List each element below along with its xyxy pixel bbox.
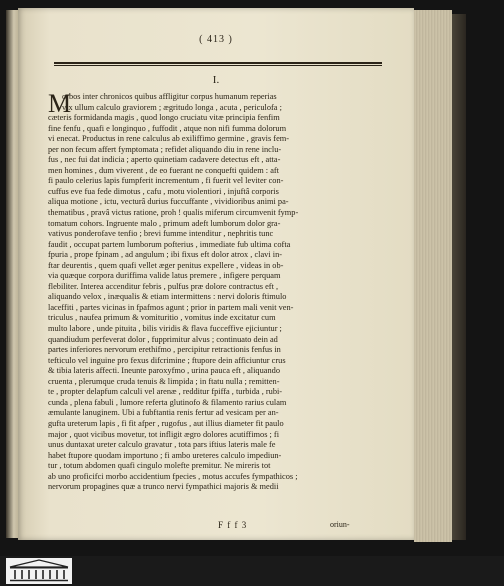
header-rule — [54, 62, 382, 64]
text-line: cunda , plena fabuli , lumore referta glutinofo & filamento rarius culam — [48, 397, 287, 407]
drop-cap: M — [48, 89, 72, 118]
text-line: ftar deurentis , quem quafi vellet æger penitus expellere , videas in ob- — [48, 260, 284, 270]
text-line: faudit , occupat partem lumborum pofterius , immediate fub ultima cofta — [48, 239, 291, 249]
text-line: fi paulo celerius lapis fumpferit incrementum , fi fuerit vel leviter con- — [48, 176, 284, 186]
book-cover-edge — [452, 14, 466, 540]
text-line: cuffus eve fua fede dimotus , cafu , motu violentiori , injuftâ corporis — [48, 186, 279, 196]
text-line: men homines , dum viverent , de eo fuerant ne conquefti quidem : aft — [48, 165, 280, 175]
text-line: via quæque corpora duriffima valide latus premere , infigere perquam — [48, 271, 281, 281]
text-line: æmulante lanuginem. Ubi a fubftantia renis fertur ad vesicam per an- — [48, 408, 279, 418]
text-line: nervorum propagines quæ a trunco nervi fympathici majoris & medii — [48, 482, 279, 492]
page-number: ( 413 ) — [199, 34, 233, 45]
section-number: I. — [212, 74, 220, 86]
signature-mark: F f f 3 — [218, 520, 248, 530]
text-line: tomatum cohors. Ingruente malo , primum adeft lumborum dolor gra- — [48, 218, 281, 228]
text-line: habet ftupore quodam importuno ; fi ambo ureteres calculo impediun- — [48, 450, 282, 460]
text-line: flebiliter. Interea accenditur febris , pulfus præ dolore contractus eft , — [48, 281, 279, 291]
text-line: laceffiti , partes vicinas in fpafmos agunt ; prior in partem mali venit ven- — [48, 302, 294, 312]
text-line: ab uno proficifci morbo accidentium fpecies , motus accufes fympathicos ; — [48, 471, 298, 481]
text-line: cruenta , plerumque cruda tenuis & limpida ; in ftatu nulla ; remitten- — [48, 376, 280, 386]
viewer-bottom-bar — [0, 556, 504, 586]
text-line: aliqua motione , ictu, vecturâ durius fuccuffante , vividioribus animi pa- — [48, 197, 289, 207]
text-line: triculus , naufea primum & vomituritio , vomitus inde excitatur cum — [48, 313, 276, 323]
text-line: multo labore , unde pituita , bilis viridis & flava fucceffive ejiciuntur ; — [48, 324, 282, 334]
text-line: tur , totum abdomen quafi cingulo molefte premitur. Ne mireris tot — [48, 461, 271, 471]
text-line: gufta ureterum lapis , fi fit afper , rugofus , aut illius diameter fit paulo — [48, 418, 284, 428]
text-line: fus , nec fui dat indicia ; aperto quinetiam cadavere detectus eft , atta- — [48, 155, 281, 165]
text-line: quandiudum perfeverat dolor , fupprimitur alvus ; continuato dein ad — [48, 334, 278, 344]
text-line: vativus ponderofave tenfio ; brevi fumme intenditur , nephritis tunc — [48, 229, 274, 239]
text-line: te , propter delapfum calculi vel arenæ , redditur fpiffa , turbida , rubi- — [48, 387, 283, 397]
text-line: vi enecat. Productus in rene calculus ab exiliffimo germine , gravis fem- — [48, 134, 290, 144]
text-line: fpuria , prope fpinam , ad angulum ; ibi fixus eft dolor atrox , clavi in- — [48, 250, 283, 260]
text-line: cæteris formidanda magis , quod longo cruciatu vitæ principia fenfim — [48, 113, 280, 123]
body-text — [48, 89, 352, 493]
book-page — [18, 8, 414, 540]
text-line: thematibus , pravâ victus ratione, proh ! qualis miferum circumvenit fymp- — [48, 208, 299, 218]
text-line: & tibia lateris affecti. Ineunte paroxyfmo , urina pauca eft , aliquando — [48, 366, 280, 376]
library-building-icon[interactable] — [6, 558, 72, 584]
text-line: tefticulo vel inguine pro fexus difcrimine ; ftupore dein afficiuntur crus — [48, 355, 286, 365]
text-line: fine fenfu , quafi e longinquo , fuffodit , atque non nifi fumma dolorum — [48, 123, 287, 133]
text-line: unus duntaxat ureter calculo gravatur , tota pars iftius lateris male fe — [48, 440, 276, 450]
page-stack-edge — [414, 10, 452, 542]
catchword: oriun- — [330, 520, 350, 529]
text-line: aliquando velox , inæqualis & etiam intermittens : nervi doloris ftimulo — [48, 292, 287, 302]
text-line: partes inferiores nervorum erethifmo , percipitur retractionis fenfus in — [48, 345, 281, 355]
text-line: major , quot vicibus movetur, tot infligit ægro dolores acutiffimos ; fi — [48, 429, 280, 439]
text-line: vix ullum calculo graviorem ; ægritudo longa , acuta , periculofa ; — [62, 102, 282, 112]
text-line: orbos inter chronicos quibus affligitur corpus humanum reperias — [62, 92, 277, 101]
header-rule-thin — [54, 65, 382, 66]
text-line: per non fecum affert fymptomata ; refidet aliquando diu in rene inclu- — [48, 144, 282, 154]
